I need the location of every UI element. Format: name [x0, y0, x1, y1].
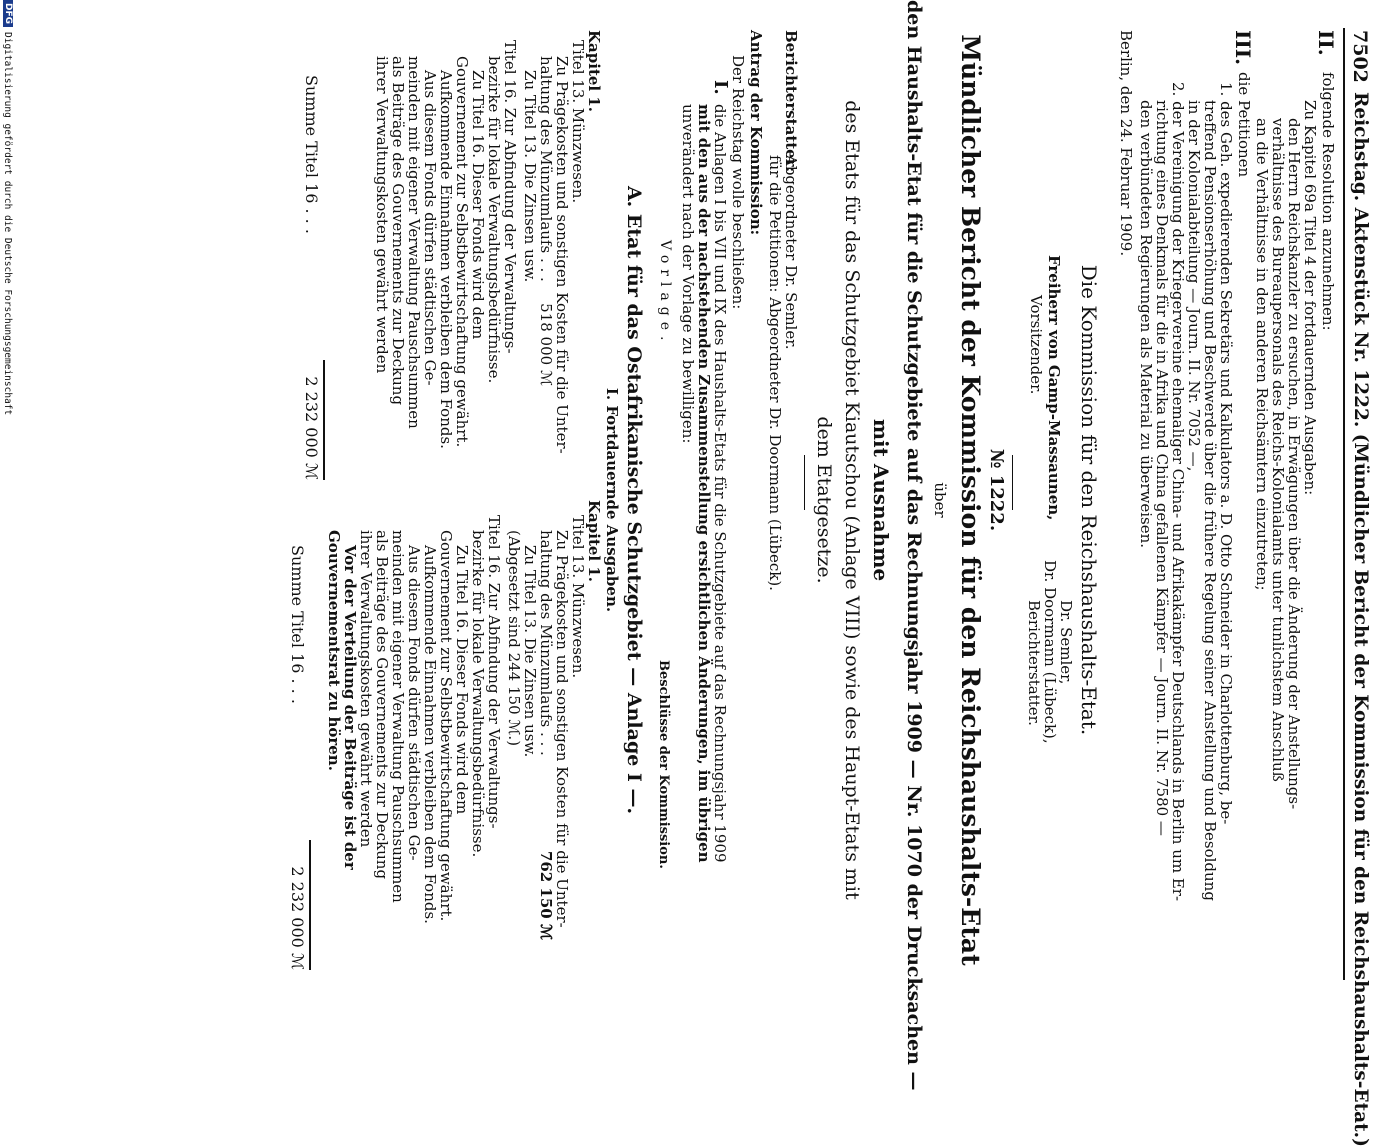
petition-line: richtung eines Denkmals für die in Afrika und China gefallenen Kämpfer — Journ. II. Nr. 7580 —: [1153, 100, 1171, 836]
left-summe-amount: 2 232 000 ℳ: [302, 376, 321, 480]
left-t13-line: haltung des Münzumlaufs . . .: [537, 56, 555, 282]
left-t16-line: ihrer Verwaltungskosten gewährt werden: [373, 56, 391, 374]
section-iii-numeral: III.: [1231, 30, 1255, 66]
petition-line: treffend Pensionserhöhung und Beschwerde über die frühere Regelung seiner Anstellung und Besoldung: [1201, 100, 1219, 901]
dfg-logo: DFG: [3, 0, 13, 27]
right-t13-line: (Abgesetzt sind 244 150 ℳ.): [505, 530, 523, 747]
left-titel13: Titel 13. Münzwesen.: [569, 40, 587, 204]
resolution-line: verhältnisse des Bureaupersonals des Reichs-Kolonialamts unter tunlichstem Anschluß: [1269, 118, 1287, 782]
left-kapitel: Kapitel 1.: [585, 30, 603, 112]
report-number: № 1222.: [986, 448, 1007, 532]
section-title: A. Etat für das Ostafrikanische Schutzgebiet — Anlage I —.: [623, 185, 645, 815]
right-t16-line: Aufkommende Einnahmen verbleiben dem Fonds.: [421, 545, 439, 924]
date-line: Berlin, den 24. Februar 1909.: [1117, 30, 1135, 257]
antrag-line: unverändert nach der Vorlage zu bewilligen:: [679, 104, 697, 444]
left-sum-rule: [323, 360, 325, 480]
right-t16-line: Titel 16. Zur Abfindung der Verwaltungs-: [485, 515, 503, 829]
berichterstatter-label: Berichterstatter:: [782, 30, 800, 173]
left-t16-line: Titel 16. Zur Abfindung der Verwaltungs-: [501, 40, 519, 354]
right-t16-line: Zu Titel 16. Dieser Fonds wird dem: [453, 545, 471, 815]
left-t16-line: Aus diesem Fonds dürfen städtischen Ge-: [421, 70, 439, 386]
right-t16-line: Vor der Verteilung der Beiträge ist der: [341, 545, 359, 870]
report-line-1: den Haushalts-Etat für die Schutzgebiete auf das Rechnungsjahr 1909 — Nr. 1070 der Drucksachen —: [903, 0, 925, 1091]
right-summe-label: Summe Titel 16 . . .: [288, 545, 307, 704]
right-t13-amount: 762 150 ℳ: [537, 850, 555, 940]
left-t13-line: Zu Titel 13. Die Zinsen usw.: [521, 70, 539, 283]
right-t16-line: als Beiträge des Gouvernements zur Deckung: [373, 530, 391, 880]
left-t16-line: Zu Titel 16. Dieser Fonds wird dem: [469, 70, 487, 340]
resolution-line: an die Verhältnisse in den anderen Reichsämtern einzutreten;: [1253, 118, 1271, 591]
antrag-text: Der Reichstag wolle beschließen:: [729, 55, 747, 310]
section-ii-numeral: II.: [1314, 30, 1338, 56]
berichterstatter-text: für die Petitionen: Abgeordneter Dr. Doormann (Lübeck).: [766, 155, 784, 591]
resolution-line: Zu Kapitel 69a Titel 4 der fortdauernden Ausgaben:: [1301, 100, 1319, 496]
divider-short: [1012, 455, 1013, 510]
right-t16-line: Gouvernementsrat zu hören.: [325, 530, 343, 771]
right-t13-line: Zu Titel 13. Die Zinsen usw.: [521, 545, 539, 758]
section-ii-text: folgende Resolution anzunehmen:: [1319, 72, 1337, 331]
right-kapitel: Kapitel 1.: [585, 500, 603, 582]
right-sum-rule: [309, 840, 311, 970]
reporter-name: Dr. Semler,: [1057, 600, 1075, 685]
report-line-3: des Etats für das Schutzgebiet Kiautschou (Anlage VIII) sowie des Haupt-Etats mit: [841, 100, 863, 900]
antrag-label: Antrag der Kommission:: [747, 30, 765, 236]
vorlage-heading: Vorlage.: [657, 240, 673, 347]
antrag-line: mit den aus der nachstehenden Zusammenstellung ersichtlichen Änderungen, im übrigen: [695, 104, 713, 863]
reporter-role: Berichterstatter.: [1025, 600, 1043, 726]
divider-short: [804, 455, 805, 510]
beschluss-heading: Beschlüsse der Kommission.: [656, 660, 671, 869]
subsection-title: I. Fortdauernde Ausgaben.: [603, 387, 621, 613]
report-title: Mündlicher Bericht der Kommission für den Reichshaushalts-Etat: [956, 34, 985, 966]
antrag-i-numeral: I.: [710, 80, 731, 95]
petition-line: 2. der Vereinigung der Kriegervereine ehemaliger China- und Afrikakämpfer Deutschlands in Berlin um Er-: [1169, 82, 1187, 902]
left-t13-amount: 518 000 ℳ: [537, 303, 555, 386]
section-iii-text: die Petitionen: [1235, 72, 1253, 178]
report-line-4: dem Etatgesetze.: [813, 416, 835, 584]
reporter-name: Dr. Doormann (Lübeck),: [1041, 560, 1059, 744]
petition-line: in der Kolonialabteilung — Journ. II. Nr. 7052 —,: [1185, 100, 1203, 472]
commission-name: Die Kommission für den Reichshaushalts-Etat.: [1077, 264, 1101, 736]
right-summe-amount: 2 232 000 ℳ: [288, 866, 307, 970]
running-title: Reichstag. Aktenstück Nr. 1222. (Mündlicher Bericht der Kommission für den Reichshaushalts-Etat.): [1350, 92, 1371, 1147]
right-t16-line: ihrer Verwaltungskosten gewährt werden: [357, 530, 375, 848]
petition-line: 1. des Geh. expedierenden Sekretärs und Kalkulators a. D. Otto Schneider in Charlottenburg, be-: [1217, 82, 1235, 825]
chair-name: Freiherr von Gamp-Massaunen,: [1045, 255, 1063, 521]
report-line-2: mit Ausnahme: [869, 418, 893, 582]
resolution-line: den Herrn Reichskanzler zu ersuchen, in Erwägungen über die Änderung der Anstellungs-: [1285, 118, 1303, 810]
left-summe-label: Summe Titel 16 . . .: [302, 75, 321, 234]
right-t16-line: meinden mit eigener Verwaltung Pauschsummen: [389, 530, 407, 903]
report-ueber: über: [931, 482, 949, 518]
left-t16-line: bezirke für lokale Verwaltungsbedürfnisse.: [485, 56, 503, 384]
right-t16-line: Gouvernement zur Selbstbewirtschaftung gewährt.: [437, 530, 455, 922]
dfg-footer-text: Digitalisierung gefördert durch die Deutsche Forschungsgemeinschaft: [2, 32, 14, 416]
left-t13-line: Zu Prägekosten und sonstigen Kosten für die Unter-: [553, 56, 571, 454]
left-t16-line: Aufkommende Einnahmen verbleiben dem Fonds.: [437, 70, 455, 449]
right-t16-line: bezirke für lokale Verwaltungsbedürfnisse.: [469, 530, 487, 858]
right-t13-line: haltung des Münzumlaufs . . .: [537, 530, 555, 756]
page-number: 7502: [1349, 30, 1371, 83]
left-t16-line: meinden mit eigener Verwaltung Pauschsummen: [405, 56, 423, 429]
right-t16-line: Aus diesem Fonds dürfen städtischen Ge-: [405, 545, 423, 861]
right-t13-line: Zu Prägekosten und sonstigen Kosten für die Unter-: [553, 530, 571, 928]
berichterstatter-text: Abgeordneter Dr. Semler.: [782, 155, 800, 350]
antrag-line: die Anlagen I bis VII und IX des Haushalts-Etats für die Schutzgebiete auf das Rechnungsjahr 1909: [711, 104, 729, 863]
dfg-footer: [1, 0, 15, 415]
chair-role: Vorsitzender.: [1027, 295, 1045, 395]
left-t16-line: Gouvernement zur Selbstbewirtschaftung gewährt.: [453, 56, 471, 448]
right-titel13: Titel 13. Münzwesen.: [569, 515, 587, 679]
header-rule: [1343, 28, 1345, 980]
petition-line: den verbündeten Regierungen als Material zu überweisen.: [1137, 100, 1155, 549]
left-t16-line: als Beiträge des Gouvernements zur Deckung: [389, 56, 407, 406]
